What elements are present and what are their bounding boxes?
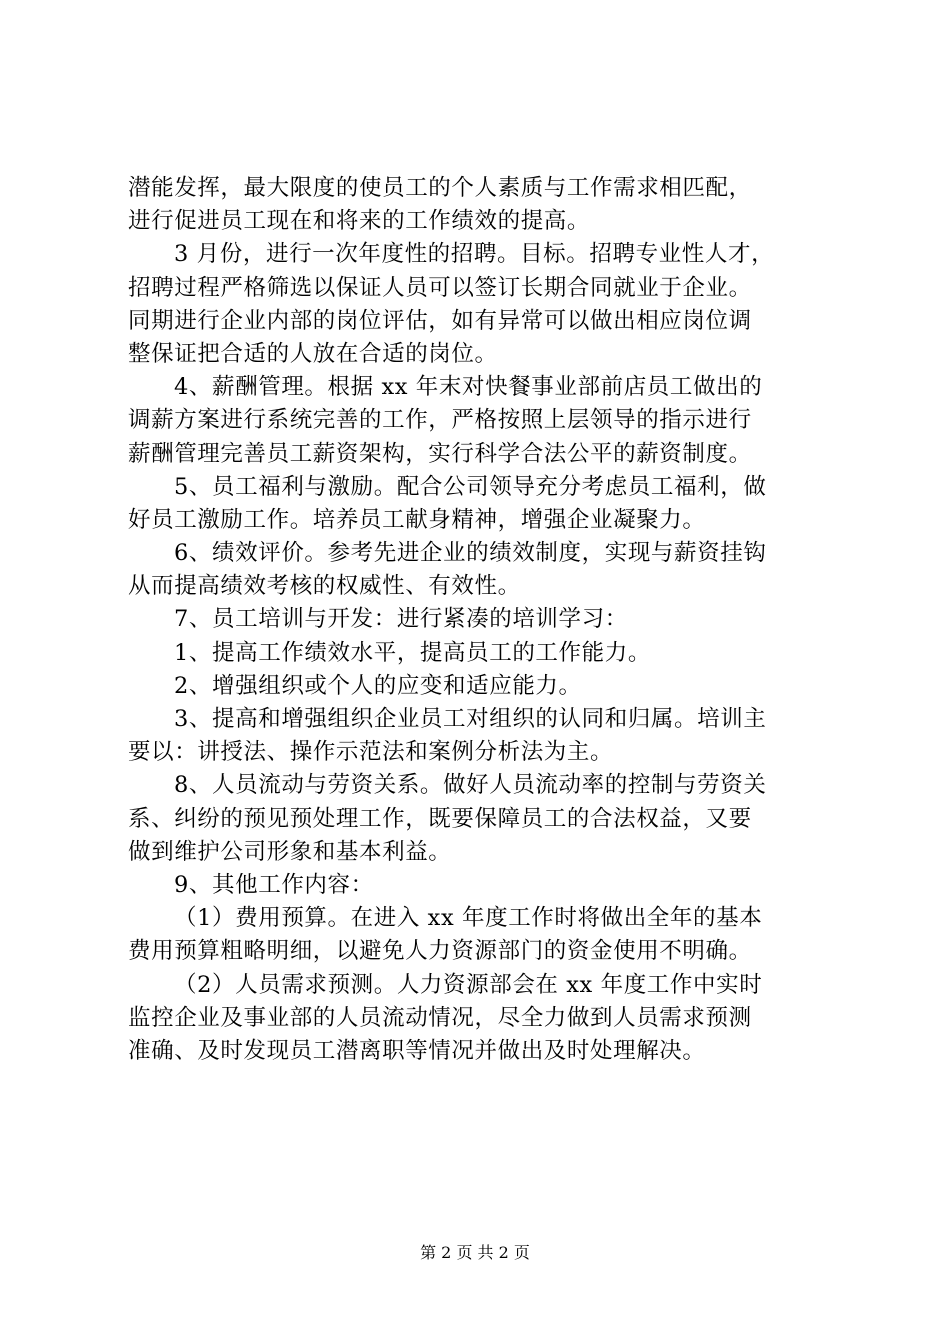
paragraph [128, 703, 832, 769]
text-line: （2）人员需求预测。人力资源部会在 xx 年度工作中实时 [174, 971, 763, 998]
paragraph [128, 603, 832, 636]
text-line: 好员工激励工作。培养员工献身精神，增强企业凝聚力。 [128, 506, 706, 533]
text-line: （1）费用预算。在进入 xx 年度工作时将做出全年的基本 [174, 905, 763, 932]
text-line: 8、人员流动与劳资关系。做好人员流动率的控制与劳资关 [174, 772, 767, 799]
text-line: 准确、及时发现员工潜离职等情况并做出及时处理解决。 [128, 1037, 706, 1064]
paragraph [128, 637, 832, 670]
paragraph [128, 969, 832, 1069]
text-line: 费用预算粗略明细，以避免人力资源部门的资金使用不明确。 [128, 938, 752, 965]
text-line: 招聘过程严格筛选以保证人员可以签订长期合同就业于企业。 [128, 274, 752, 301]
document-body [128, 172, 832, 1068]
text-line: 做到维护公司形象和基本利益。 [128, 838, 452, 865]
text-line: 系、纠纷的预见预处理工作，既要保障员工的合法权益，又要 [128, 805, 752, 832]
text-line: 3、提高和增强组织企业员工对组织的认同和归属。培训主 [174, 706, 767, 732]
paragraph [128, 902, 832, 968]
text-line: 1、提高工作绩效水平，提高员工的工作能力。 [174, 639, 651, 666]
text-line: 同期进行企业内部的岗位评估，如有异常可以做出相应岗位调 [128, 307, 752, 334]
text-line: 监控企业及事业部的人员流动情况，尽全力做到人员需求预测 [128, 1004, 752, 1031]
text-line: 4、薪酬管理。根据 xx 年末对快餐事业部前店员工做出的 [174, 374, 763, 401]
text-line: 2、增强组织或个人的应变和适应能力。 [174, 672, 582, 699]
text-line: 整保证把合适的人放在合适的岗位。 [128, 340, 498, 367]
text-line: 3 月份，进行一次年度性的招聘。目标。招聘专业性人才， [174, 241, 775, 268]
text-line: 进行促进员工现在和将来的工作绩效的提高。 [128, 208, 591, 235]
page-footer: 第 2 页 共 2 页 [420, 1243, 530, 1262]
text-line: 潜能发挥，最大限度的使员工的个人素质与工作需求相匹配， [128, 175, 752, 201]
paragraph [128, 471, 832, 537]
text-line: 从而提高绩效考核的权威性、有效性。 [128, 573, 521, 600]
paragraph [128, 172, 832, 238]
paragraph [128, 238, 832, 371]
paragraph [128, 769, 832, 869]
text-line: 5、员工福利与激励。配合公司领导充分考虑员工福利，做 [174, 473, 767, 500]
paragraph [128, 670, 832, 703]
text-line: 7、员工培训与开发：进行紧凑的培训学习： [174, 606, 628, 633]
text-line: 薪酬管理完善员工薪资架构，实行科学合法公平的薪资制度。 [128, 440, 752, 467]
text-line: 9、其他工作内容： [174, 871, 374, 898]
paragraph [128, 537, 832, 603]
paragraph [128, 869, 832, 902]
paragraph [128, 371, 832, 471]
text-line: 调薪方案进行系统完善的工作，严格按照上层领导的指示进行 [128, 407, 752, 434]
text-line: 要以：讲授法、操作示范法和案例分析法为主。 [128, 739, 614, 766]
text-line: 6、绩效评价。参考先进企业的绩效制度，实现与薪资挂钩 [174, 540, 767, 567]
